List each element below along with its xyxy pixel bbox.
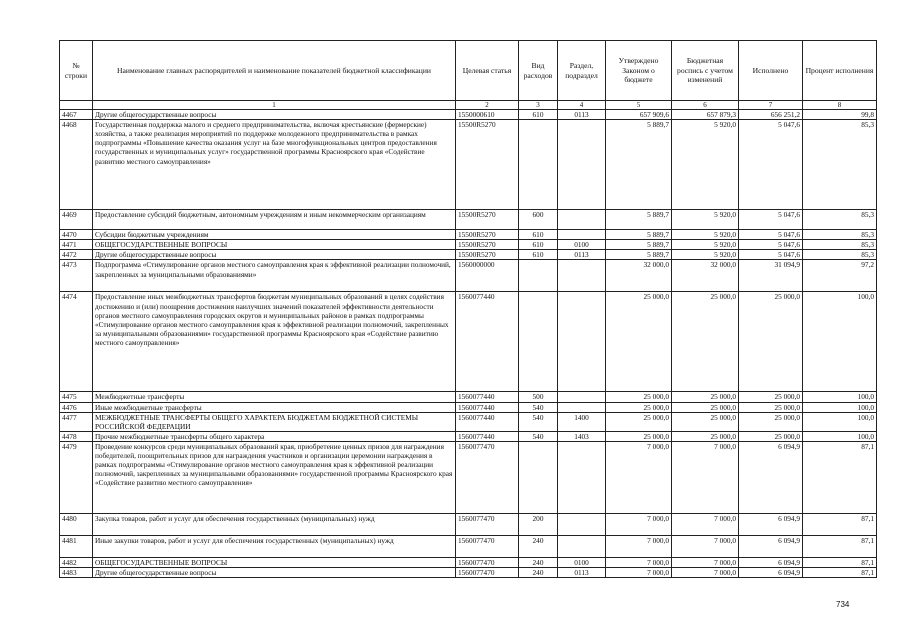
row-target-article: 1560077470 (456, 568, 519, 578)
row-name: Иные закупки товаров, работ и услуг для обеспечения государственных (муниципальных) нужд (93, 535, 456, 557)
row-target-article: 1560077440 (456, 402, 519, 412)
row-approved: 7 000,0 (606, 535, 672, 557)
row-name: Предоставление иных межбюджетных трансфертов бюджетам муниципальных образований в целях содействия достижению и (или) поощрения достижения наилучших значений показателей эффективности деятельности органов местного самоуправления городских округов и муниципальных районов в рамках подпрограммы «Стимулирование органов местного самоуправления края к эффективной реализации полномочий, закрепленных за муниципальными образованиями» государственной программы Красноярского края «Содействие развитию местного самоуправления» (93, 292, 456, 392)
row-executed: 5 047,6 (739, 240, 803, 250)
row-percent: 100,0 (803, 402, 877, 412)
row-name: Субсидии бюджетным учреждениям (93, 230, 456, 240)
row-percent: 100,0 (803, 412, 877, 431)
row-target-article: 1560000000 (456, 260, 519, 292)
table-row (60, 412, 877, 431)
row-percent: 87,1 (803, 441, 877, 513)
row-section: 0100 (558, 557, 606, 567)
table-row (60, 110, 877, 120)
row-approved: 25 000,0 (606, 292, 672, 392)
row-executed: 6 094,9 (739, 535, 803, 557)
row-number: 4482 (60, 557, 93, 567)
row-approved: 5 889,7 (606, 210, 672, 230)
table-row (60, 250, 877, 260)
row-section (558, 292, 606, 392)
row-approved: 25 000,0 (606, 431, 672, 441)
table-row (60, 535, 877, 557)
row-number: 4475 (60, 392, 93, 402)
table-row (60, 568, 877, 578)
row-section (558, 441, 606, 513)
table-row (60, 120, 877, 210)
row-number: 4481 (60, 535, 93, 557)
row-section: 0100 (558, 240, 606, 250)
table-row (60, 240, 877, 250)
table-header (60, 41, 877, 110)
row-section (558, 392, 606, 402)
row-percent: 85,3 (803, 250, 877, 260)
header-target-article: Целевая статья (456, 41, 519, 101)
table-body (60, 110, 877, 578)
row-budget-schedule: 7 000,0 (672, 513, 739, 535)
row-executed: 6 094,9 (739, 568, 803, 578)
budget-execution-table (59, 40, 877, 578)
column-index: 1 (93, 101, 456, 110)
row-section (558, 260, 606, 292)
row-budget-schedule: 5 920,0 (672, 250, 739, 260)
row-section (558, 230, 606, 240)
row-name: МЕЖБЮДЖЕТНЫЕ ТРАНСФЕРТЫ ОБЩЕГО ХАРАКТЕРА БЮДЖЕТАМ БЮДЖЕТНОЙ СИСТЕМЫ РОССИЙСКОЙ ФЕДЕРАЦИИ (93, 412, 456, 431)
page-number: 734 (836, 600, 850, 609)
column-index: 4 (558, 101, 606, 110)
row-budget-schedule: 5 920,0 (672, 210, 739, 230)
row-expense-type: 610 (519, 230, 558, 240)
row-approved: 5 889,7 (606, 120, 672, 210)
header-budget-schedule: Бюджетная роспись с учетом изменений (672, 41, 739, 101)
table-row (60, 402, 877, 412)
row-executed: 5 047,6 (739, 120, 803, 210)
row-executed: 25 000,0 (739, 402, 803, 412)
header-approved: Утверждено Законом о бюджете (606, 41, 672, 101)
row-budget-schedule: 5 920,0 (672, 230, 739, 240)
row-name: ОБЩЕГОСУДАРСТВЕННЫЕ ВОПРОСЫ (93, 557, 456, 567)
table-row (60, 513, 877, 535)
row-target-article: 1560077440 (456, 412, 519, 431)
row-percent: 100,0 (803, 431, 877, 441)
row-section: 0113 (558, 250, 606, 260)
row-percent: 87,1 (803, 513, 877, 535)
row-target-article: 15500R5270 (456, 250, 519, 260)
row-budget-schedule: 7 000,0 (672, 557, 739, 567)
row-name: Проведение конкурсов среди муниципальных образований края, приобретение ценных призов для награждения победителей, поощрительных призов для награждения участников и организации церемонии награждения в рамках подпрограммы «Стимулирование органов местного самоуправления края к эффективной реализации полномочий, закрепленных за муниципальными образованиями» государственной программы Красноярского края «Содействие развитию местного самоуправления» (93, 441, 456, 513)
table-row (60, 557, 877, 567)
row-number: 4470 (60, 230, 93, 240)
row-percent: 97,2 (803, 260, 877, 292)
row-budget-schedule: 5 920,0 (672, 120, 739, 210)
header-executed: Исполнено (739, 41, 803, 101)
row-section: 0113 (558, 110, 606, 120)
row-approved: 25 000,0 (606, 392, 672, 402)
column-index: 3 (519, 101, 558, 110)
row-expense-type: 500 (519, 392, 558, 402)
row-executed: 6 094,9 (739, 441, 803, 513)
row-name: Подпрограмма «Стимулирование органов местного самоуправления края к эффективной реализации полномочий, закрепленных за муниципальными образованиями» (93, 260, 456, 292)
row-name: Межбюджетные трансферты (93, 392, 456, 402)
row-approved: 5 889,7 (606, 240, 672, 250)
table-row (60, 392, 877, 402)
row-target-article: 1560077470 (456, 441, 519, 513)
column-index-row (60, 101, 877, 110)
row-target-article: 1560077440 (456, 292, 519, 392)
row-expense-type: 240 (519, 535, 558, 557)
row-target-article: 1560077470 (456, 535, 519, 557)
row-target-article: 15500R5270 (456, 230, 519, 240)
row-approved: 657 909,6 (606, 110, 672, 120)
row-budget-schedule: 25 000,0 (672, 292, 739, 392)
row-target-article: 1560077440 (456, 431, 519, 441)
row-budget-schedule: 25 000,0 (672, 412, 739, 431)
row-number: 4478 (60, 431, 93, 441)
row-number: 4477 (60, 412, 93, 431)
row-section (558, 513, 606, 535)
row-approved: 25 000,0 (606, 402, 672, 412)
row-number: 4480 (60, 513, 93, 535)
row-number: 4468 (60, 120, 93, 210)
column-index (60, 101, 93, 110)
column-index: 8 (803, 101, 877, 110)
row-expense-type (519, 292, 558, 392)
row-budget-schedule: 25 000,0 (672, 402, 739, 412)
row-approved: 7 000,0 (606, 557, 672, 567)
row-number: 4483 (60, 568, 93, 578)
row-executed: 6 094,9 (739, 513, 803, 535)
row-name: Другие общегосударственные вопросы (93, 568, 456, 578)
row-name: Закупка товаров, работ и услуг для обеспечения государственных (муниципальных) нужд (93, 513, 456, 535)
row-expense-type: 610 (519, 250, 558, 260)
row-approved: 25 000,0 (606, 412, 672, 431)
row-executed: 5 047,6 (739, 210, 803, 230)
row-budget-schedule: 32 000,0 (672, 260, 739, 292)
row-budget-schedule: 5 920,0 (672, 240, 739, 250)
row-section: 1403 (558, 431, 606, 441)
row-executed: 31 094,9 (739, 260, 803, 292)
row-section (558, 535, 606, 557)
table-row (60, 260, 877, 292)
row-budget-schedule: 25 000,0 (672, 431, 739, 441)
row-percent: 100,0 (803, 292, 877, 392)
row-target-article: 1560077440 (456, 392, 519, 402)
row-percent: 85,3 (803, 240, 877, 250)
row-expense-type: 610 (519, 110, 558, 120)
row-percent: 85,3 (803, 210, 877, 230)
row-percent: 100,0 (803, 392, 877, 402)
header-expense-type: Вид расходов (519, 41, 558, 101)
row-executed: 25 000,0 (739, 392, 803, 402)
row-expense-type: 240 (519, 568, 558, 578)
row-section: 1400 (558, 412, 606, 431)
column-index: 2 (456, 101, 519, 110)
row-expense-type: 540 (519, 431, 558, 441)
row-expense-type (519, 120, 558, 210)
row-budget-schedule: 25 000,0 (672, 392, 739, 402)
row-number: 4471 (60, 240, 93, 250)
row-approved: 5 889,7 (606, 230, 672, 240)
row-target-article: 15500R5270 (456, 240, 519, 250)
row-percent: 87,1 (803, 568, 877, 578)
row-section: 0113 (558, 568, 606, 578)
row-number: 4473 (60, 260, 93, 292)
header-row-number: № строки (60, 41, 93, 101)
row-executed: 5 047,6 (739, 250, 803, 260)
row-executed: 25 000,0 (739, 412, 803, 431)
row-expense-type: 610 (519, 240, 558, 250)
row-approved: 5 889,7 (606, 250, 672, 260)
row-executed: 656 251,2 (739, 110, 803, 120)
row-expense-type: 540 (519, 402, 558, 412)
row-number: 4467 (60, 110, 93, 120)
row-name: ОБЩЕГОСУДАРСТВЕННЫЕ ВОПРОСЫ (93, 240, 456, 250)
row-name: Другие общегосударственные вопросы (93, 110, 456, 120)
row-section (558, 402, 606, 412)
row-expense-type (519, 441, 558, 513)
row-name: Прочие межбюджетные трансферты общего характера (93, 431, 456, 441)
row-approved: 7 000,0 (606, 441, 672, 513)
row-target-article: 1550000610 (456, 110, 519, 120)
row-approved: 32 000,0 (606, 260, 672, 292)
row-number: 4479 (60, 441, 93, 513)
column-index: 7 (739, 101, 803, 110)
row-name: Предоставление субсидий бюджетным, автономным учреждениям и иным некоммерческим организациям (93, 210, 456, 230)
row-percent: 99,8 (803, 110, 877, 120)
row-budget-schedule: 7 000,0 (672, 568, 739, 578)
row-name: Государственная поддержка малого и среднего предпринимательства, включая крестьянские (фермерские) хозяйства, а также реализация мероприятий по поддержке молодежного предпринимательства в рамках подпрограммы «Повышение качества оказания услуг на базе многофункциональных центров предоставления государственных и муниципальных услуг» государственной программы Красноярского края «Содействие развитию местного самоуправления» (93, 120, 456, 210)
row-target-article: 15500R5270 (456, 210, 519, 230)
column-index: 5 (606, 101, 672, 110)
row-budget-schedule: 657 879,3 (672, 110, 739, 120)
row-percent: 87,1 (803, 557, 877, 567)
row-expense-type (519, 260, 558, 292)
row-number: 4474 (60, 292, 93, 392)
table-row (60, 441, 877, 513)
row-executed: 6 094,9 (739, 557, 803, 567)
table-row (60, 431, 877, 441)
row-executed: 5 047,6 (739, 230, 803, 240)
header-section: Раздел, подраздел (558, 41, 606, 101)
table-row (60, 210, 877, 230)
header-percent: Процент исполнения (803, 41, 877, 101)
row-target-article: 1560077470 (456, 513, 519, 535)
row-budget-schedule: 7 000,0 (672, 535, 739, 557)
table-row (60, 292, 877, 392)
row-expense-type: 240 (519, 557, 558, 567)
row-percent: 87,1 (803, 535, 877, 557)
row-percent: 85,3 (803, 120, 877, 210)
row-number: 4472 (60, 250, 93, 260)
row-section (558, 120, 606, 210)
row-name: Иные межбюджетные трансферты (93, 402, 456, 412)
row-executed: 25 000,0 (739, 292, 803, 392)
header-name: Наименование главных распорядителей и наименование показателей бюджетной классификации (93, 41, 456, 101)
row-approved: 7 000,0 (606, 568, 672, 578)
row-budget-schedule: 7 000,0 (672, 441, 739, 513)
row-number: 4469 (60, 210, 93, 230)
row-section (558, 210, 606, 230)
row-percent: 85,3 (803, 230, 877, 240)
row-name: Другие общегосударственные вопросы (93, 250, 456, 260)
row-approved: 7 000,0 (606, 513, 672, 535)
row-expense-type: 200 (519, 513, 558, 535)
table-row (60, 230, 877, 240)
row-number: 4476 (60, 402, 93, 412)
row-target-article: 1560077470 (456, 557, 519, 567)
row-executed: 25 000,0 (739, 431, 803, 441)
column-index: 6 (672, 101, 739, 110)
row-expense-type: 600 (519, 210, 558, 230)
row-target-article: 15500R5270 (456, 120, 519, 210)
row-expense-type: 540 (519, 412, 558, 431)
